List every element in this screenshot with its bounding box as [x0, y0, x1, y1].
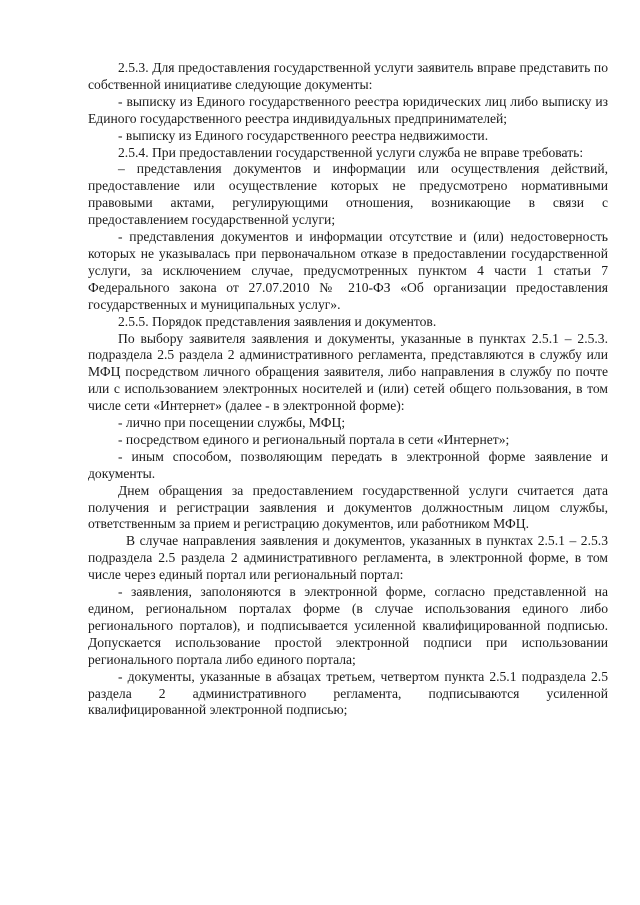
paragraph-application-date: Днем обращения за предоставлением государственной услуги считается дата получения и регистрации заявления и документов должностным лицом службы, ответственным за прием и регистрацию документов, или работником МФЦ.	[88, 482, 608, 532]
list-item-no-unreported-documents: - представления документов и информации отсутствие и (или) недостоверность которых не указывалась при первоначальном отказе в предоставлении государственной услуги, за исключением случае, предусмотренных пунктом 4 части 1 статьи 7 Федерального закона от 27.07.2010 № 210-ФЗ «Об организации предоставления государственных и муниципальных услуг».	[88, 229, 608, 312]
document-page	[88, 60, 608, 719]
list-item-egrul-extract: - выписку из Единого государственного реестра юридических лиц либо выписку из Единого государственного реестра индивидуальных предпринимателей;	[88, 93, 608, 126]
list-item-electronic-documents: - документы, указанные в абзацах третьем, четвертом пункта 2.5.1 подраздела 2.5 раздела 2 административного регламента, подписываются усиленной квалифицированной электронной подписью;	[88, 668, 608, 718]
list-item-other-method: - иным способом, позволяющим передать в электронной форме заявление и документы.	[88, 448, 608, 481]
paragraph-2-5-4: 2.5.4. При предоставлении государственной услуги служба не вправе требовать:	[118, 144, 584, 160]
list-item-electronic-application: - заявления, заполоняются в электронной форме, согласно представленной на едином, региональном порталах форме (в случае использования единого либо регионального порталов), и подписывается усиленной квалифицированной подписью. Допускается использование простой электронной подписи при использовании регионального портала либо единого портала;	[88, 584, 608, 667]
list-item-via-portal: - посредством единого и региональный портала в сети «Интернет»;	[118, 431, 510, 447]
list-item-egrn-extract: - выписку из Единого государственного реестра недвижимости.	[118, 127, 489, 143]
list-item-in-person: - лично при посещении службы, МФЦ;	[118, 415, 346, 431]
paragraph-2-5-5: 2.5.5. Порядок представления заявления и документов.	[118, 313, 437, 329]
paragraph-submission-choice: По выбору заявителя заявления и документы, указанные в пунктах 2.5.1 – 2.5.3. подраздела 2.5 раздела 2 административного регламента, представляются в службу или МФЦ посредством личного обращения заявителя, либо направления в службу по почте или с использованием электронных носителей и (или) сетей общего пользования, в том числе сети «Интернет» (далее - в электронной форме):	[88, 330, 608, 414]
list-item-no-extra-documents: – представления документов и информации или осуществления действий, предоставление или осуществление которых не предусмотрено нормативными правовыми актами, регулирующими отношения, возникающие в связи с предоставлением государственной услуги;	[88, 161, 608, 228]
paragraph-2-5-3: 2.5.3. Для предоставления государственной услуги заявитель вправе представить по собственной инициативе следующие документы:	[88, 60, 608, 92]
paragraph-electronic-submission: В случае направления заявления и документов, указанных в пунктах 2.5.1 – 2.5.3 подраздела 2.5 раздела 2 административного регламента, в электронной форме, в том числе через единый портал или региональный портал:	[88, 533, 608, 583]
